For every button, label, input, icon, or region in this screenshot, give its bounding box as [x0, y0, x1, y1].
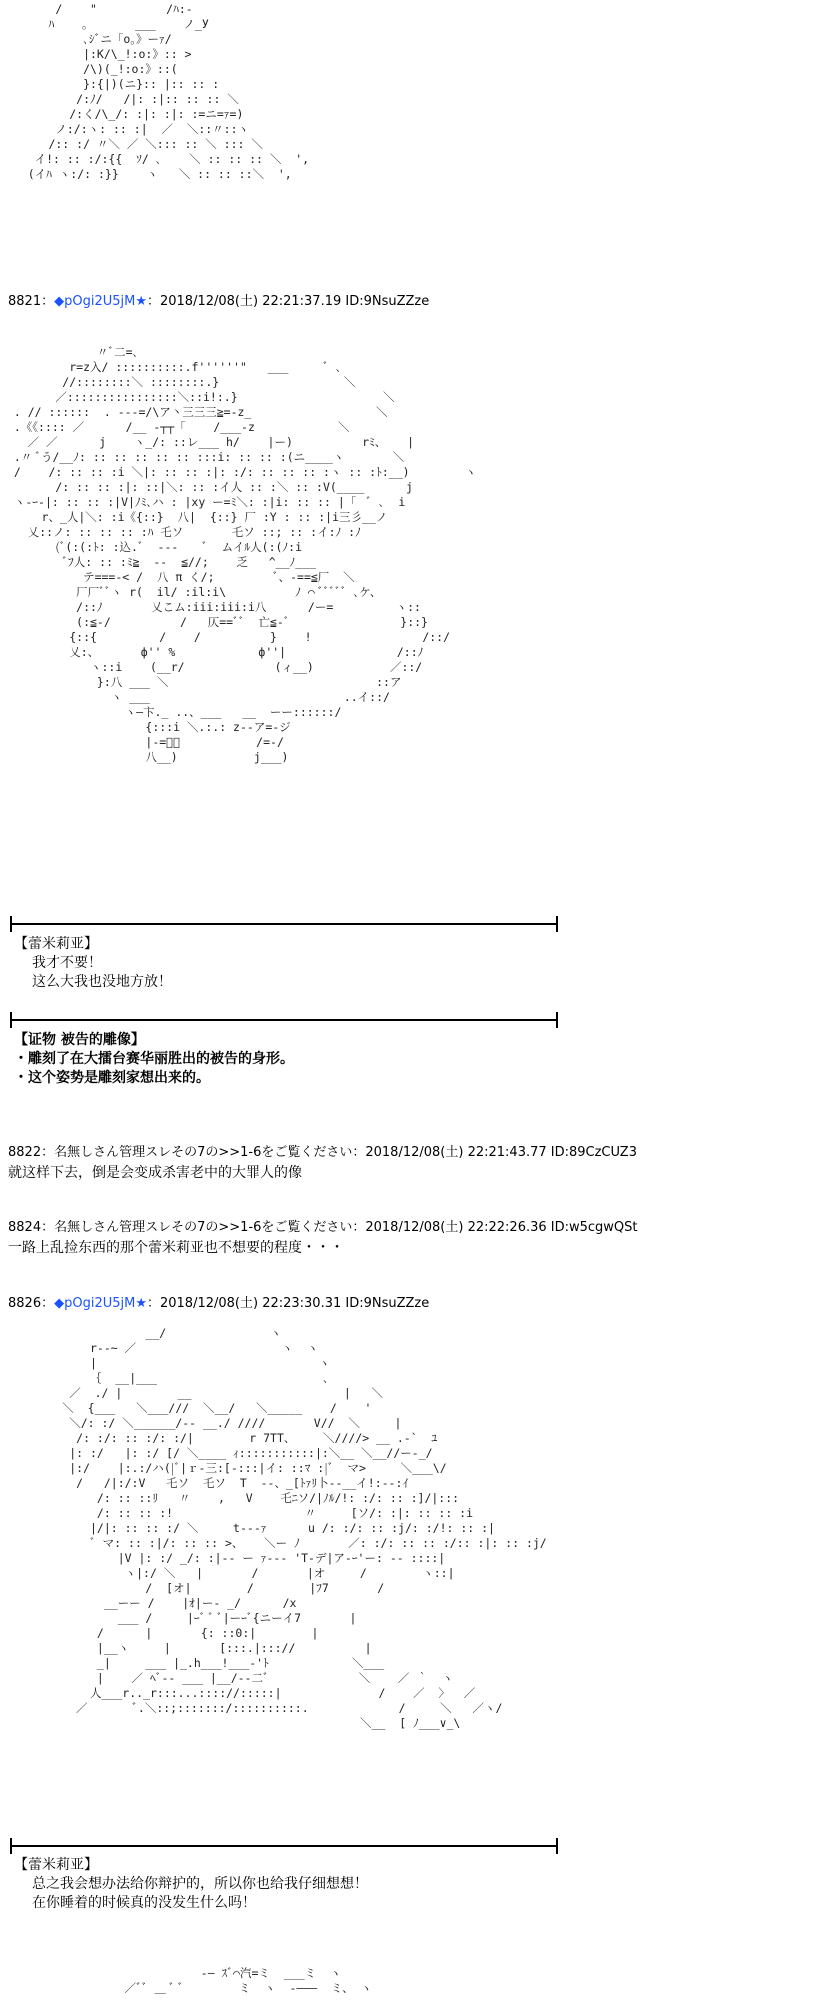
divider	[10, 923, 558, 925]
evidence-title: 【证物 被告的雕像】	[14, 1032, 145, 1048]
post-meta: ：2018/12/08(土) 22:23:30.31 ID:9NsuZZze	[146, 1296, 430, 1311]
dialogue-line: 在你睡着的时候真的没发生什么吗！	[32, 1895, 256, 1911]
dialogue-line: 总之我会想办法给你辩护的，所以你也给我仔细想想！	[32, 1876, 368, 1892]
ascii-art-remilia-1: 〃ﾞ二=､ r=z入/ ::::::::::.f''''''" ___ ﾞ ､ //::::::::＼ ::::::::.} ＼ ／::::::::::::::::＼::i!:.} ＼ . // :::::: . ---=/\ア丶三三三≧=-z_ ＼ .《《:::: ／ /__ -┬┬「 /___-z ＼ ／ ／ j ヽ_/: ::レ___ h/ |ー) rﾐ、 | .〃 ﾞう/__ﾉ: :: :: :: :: :: :::i: :: :: :(ニ____ヽ ＼ / /: :: :: :i ＼|: :: :: :|: :/: :: :: :: :ヽ :: :ﾄ:__) ヽ /: :: :: :|: ::|＼: :: :イ人 :: :＼ :: :V(____ j ヽ-ｰ-|: :: :: :|V|ﾉﾐ､ハ : |xy ー=ﾐ＼: :|i: :: :: |「 ﾞ ､ i r、_人|＼: :i《{::} 八| {::} 厂 :Y : :: :|i三彡__ノ 乂::ノ: :: :: :: :ﾊ 乇ソ 乇ソ ::; :: :イ:ﾉ :ﾉ (ﾞ(:(:ﾄ: :込.ﾞ -‐- ﾞ ムイﾙ人(:(ﾉ:i ﾞﾌ人: :: :ﾐ≧ -- ≦//; 乏 ^__ﾉ___ テ===-< / 八 π く/; ﾞ、-==≦厂 ＼ 厂厂ﾞﾞヽ r( il/ :il:i\ ﾉ ⌒ ﾞﾞﾞﾞﾞ ､ケ、 /::ﾉ 乂こム:iii:iii:i八 /ー= ヽ:: (:≦-/ / 仄==ﾞﾞ 亡≦-ﾞ }::} {::{ / / } ! /::/ 乂:、 ф'' % ф''| /::ﾉ ヽ::i (__r/ (ィ__) ／::/ }:八 ___ ＼ ::ア ヽ ___ ..イ::/ ヽ―卞._ ..、___ __ ーー::::::/ {:::i ＼.:.: z--ア=-ジ |-=ﾞ､ /=-/ 八__) j___)	[13, 345, 477, 764]
post-header-8821	[8, 294, 429, 310]
dialogue-line: 我才不要！	[32, 955, 102, 971]
dialogue-line: 这么大我也没地方放！	[32, 974, 172, 990]
post-meta: ：2018/12/08(土) 22:21:37.19 ID:9NsuZZze	[146, 294, 430, 309]
evidence-box	[14, 1031, 294, 1088]
post-body-8822: 就这样下去，倒是会变成杀害老中的大罪人的像	[8, 1165, 302, 1181]
tripcode-link[interactable]: pOgi2U5jM	[64, 1296, 136, 1311]
speaker-name: 【蕾米莉亚】	[14, 1857, 98, 1873]
speaker-name: 【蕾米莉亚】	[14, 936, 98, 952]
ascii-art-remilia-2: __/ ヽ r-‐~ ／ ヽ ヽ | ヽ ｛ __|___ ､ ／ ./ | __ | ＼ ＼ {___ ＼___/// ＼__/ ＼_____ / ' ＼/: :/ ＼______/-- __./ //// V// ＼ | /: :/: :: :/: :/| r 7TT、 ＼////> __ .-` ﾕ |: :/ |: :/ [/ ＼____ ｨ:::::::::::|:＼__ ＼__//ー-_/ |:/ |:.:/ハ(|ﾞ|ｒ-三:[-:::|イ: ::ﾏ :|ﾞ マ> ＼___\/ / /|:/:V 乇ソ 乇ソ T --、_[ﾄｧﾘ卜--__イ!:--:ｲ /: :: ::ﾘ 〃 , V 乇ﾆソ/|ﾉﾙ/!: :/: :: :]/|::: /: :: :: :! 〃 [ソ/: :|: :: :: :i |/|: :: :: :/ ＼ t-‐-ｧ u /: :/: :: :j/: :/!: :: :| ﾞ マ: :: :|/: :: :: >、 ＼ー ﾉ ／: :/: :: :: :/:: :|: :: :j/ |V |: :/ _/: :|-- ー ｧ--‐ 'T-デ|ア-ｰ'ー: -- ::::| ヽ|:/ ＼ | / |オ / ヽ::| / [オ| / |ﾌ7 / __ーー / |ｵ|ー- _/ /x ___ / |ｰﾞ ﾞ ﾞ|ーｰﾞ{ニーイ7 | / | {: ::0:| | |__ヽ | [:::.|:::// | _| ___ |_.h___!___-'ﾄ ＼___ | ／ ﾍﾞ-- ___ |__/--二ﾞ ＼ ／ ｀ ヽ 人___r.._r:::...:::://:::::| / ／ 〉 ／ ／ ﾞ.＼::;:::::::/::::::::::. / ＼ ／ヽ/ ＼__ [ ﾉ___∨_\	[62, 1326, 547, 1730]
dialogue-box-2	[14, 1856, 368, 1913]
trip-diamond-icon: ◆	[54, 294, 65, 309]
post-number: 8826：	[8, 1296, 55, 1311]
star-icon: ★	[135, 294, 147, 309]
post-number: 8821：	[8, 294, 55, 309]
tripcode-link[interactable]: pOgi2U5jM	[64, 294, 136, 309]
post-body-8824: 一路上乱捡东西的那个蕾米莉亚也不想要的程度・・・	[8, 1240, 344, 1256]
trip-diamond-icon: ◆	[54, 1296, 65, 1311]
evidence-line: ・雕刻了在大擂台赛华丽胜出的被告的身形。	[14, 1051, 294, 1067]
ascii-art-bottom: -― ｽﾞ⌒汽=ミ ___ミ ヽ ／ﾞﾞ ＿ ﾞ ﾞ ミ ヽ -――― ミ、 ヽ	[124, 1966, 373, 1995]
post-header-8826	[8, 1296, 429, 1312]
star-icon: ★	[135, 1296, 147, 1311]
divider	[10, 1019, 558, 1021]
post-header-8824: 8824：名無しさん管理スレその7の>>1-6をご覧ください：2018/12/08(土) 22:22:26.36 ID:w5cgwQSt	[8, 1220, 638, 1235]
post-header-8822: 8822：名無しさん管理スレその7の>>1-6をご覧ください：2018/12/08(土) 22:21:43.77 ID:89CzCUZ3	[8, 1145, 637, 1160]
ascii-art-top: / " /ﾊ:- ﾊ 。 ___ ノ_У ､ｼﾞニ「o｡》ーｧ/ |:K/\_!:o:》:: > /\)(_!:o:》::( }:{|)(ニ}:: |:: :: : /:ﾉ/ /|: :|:: :: :: ＼ /:く/\_/: :|: :|: :=ニ=ｧ=) ノ:/:ヽ: :: :| ／ ＼::〃::ヽ /:: :/ 〃＼ ／ ＼::: :: ＼ ::: ＼ イ!: :: :/:{{ ｿ/ ､ ＼ :: :: :: ＼ ', (イﾊ ヽ:/: :}} ヽ ＼ :: :: ::＼ ',	[27, 2, 310, 181]
dialogue-box-1	[14, 935, 172, 992]
evidence-line: ・这个姿势是雕刻家想出来的。	[14, 1070, 210, 1086]
divider	[10, 1845, 558, 1847]
